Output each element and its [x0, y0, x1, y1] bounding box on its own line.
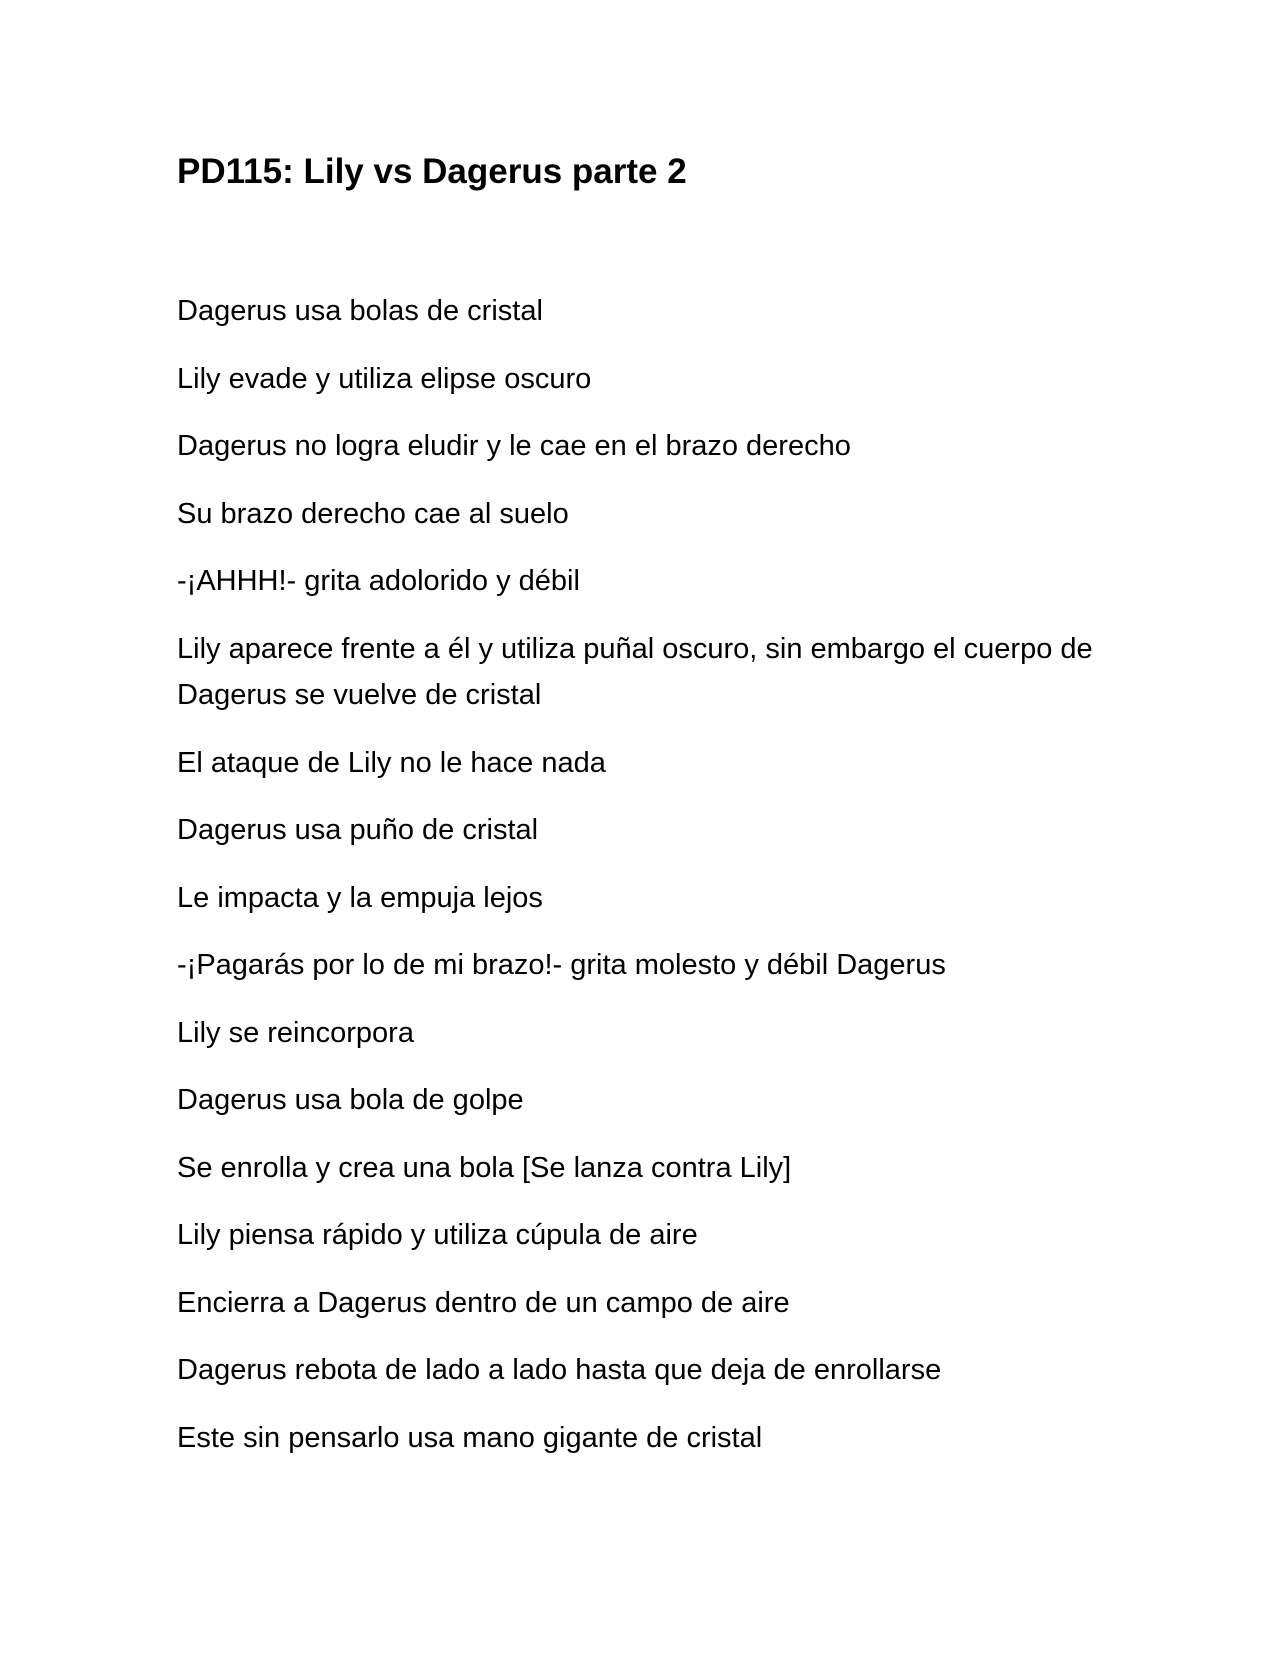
paragraph: Lily evade y utiliza elipse oscuro	[177, 362, 592, 395]
paragraph: Lily se reincorpora	[177, 1016, 414, 1049]
paragraph: Dagerus rebota de lado a lado hasta que deja de enrollarse	[177, 1354, 942, 1386]
document-body	[177, 288, 1117, 1482]
paragraph: -¡Pagarás por lo de mi brazo!- grita molesto y débil Dagerus	[177, 949, 946, 981]
paragraph: Encierra a Dagerus dentro de un campo de aire	[177, 1286, 790, 1319]
paragraph: Dagerus usa bola de golpe	[177, 1084, 524, 1116]
paragraph: Le impacta y la empuja lejos	[177, 881, 543, 914]
document-title: PD115: Lily vs Dagerus parte 2	[177, 152, 687, 191]
paragraph: Se enrolla y crea una bola [Se lanza contra Lily]	[177, 1151, 792, 1184]
paragraph: Dagerus usa puño de cristal	[177, 814, 539, 846]
paragraph: Dagerus no logra eludir y le cae en el brazo derecho	[177, 430, 851, 462]
paragraph: El ataque de Lily no le hace nada	[177, 746, 606, 779]
paragraph: Lily aparece frente a él y utiliza puñal oscuro, sin embargo el cuerpo de Dagerus se vuelve de cristal	[177, 632, 1093, 711]
paragraph: Lily piensa rápido y utiliza cúpula de aire	[177, 1219, 698, 1251]
paragraph: -¡AHHH!- grita adolorido y débil	[177, 565, 580, 597]
paragraph: Dagerus usa bolas de cristal	[177, 295, 543, 327]
paragraph: Su brazo derecho cae al suelo	[177, 497, 569, 530]
paragraph: Este sin pensarlo usa mano gigante de cristal	[177, 1421, 763, 1454]
